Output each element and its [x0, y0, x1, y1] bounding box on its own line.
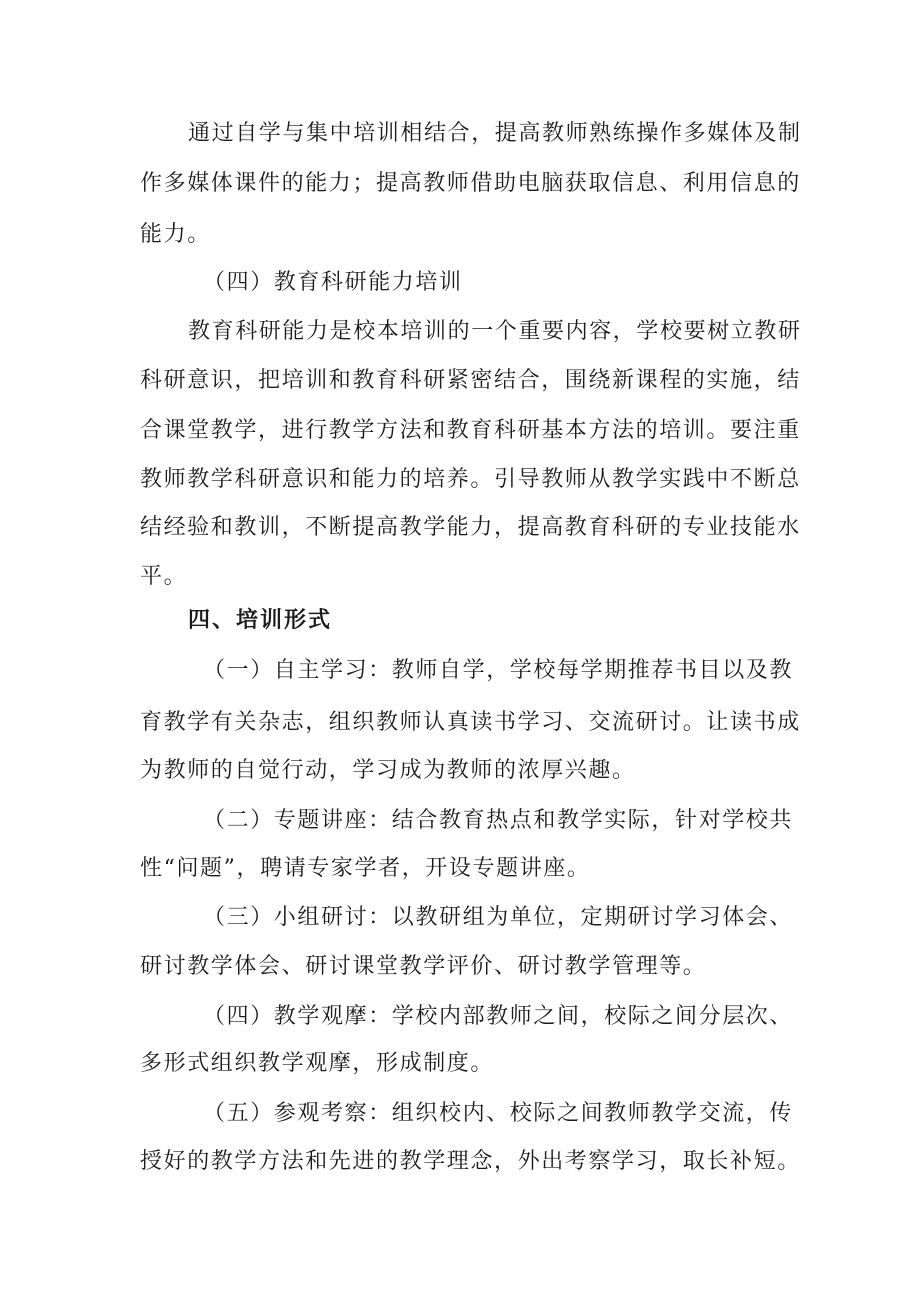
- paragraph-line: 教育科研能力是校本培训的一个重要内容，学校要树立教研: [188, 319, 802, 344]
- paragraph-line: 平。: [140, 564, 188, 589]
- paragraph-line: （二）专题讲座：结合教育热点和教学实际，针对学校共: [203, 808, 794, 833]
- paragraph-line: （四）教学观摩：学校内部教师之间，校际之间分层次、: [203, 1004, 794, 1029]
- paragraph-line: 为教师的自觉行动，学习成为教师的浓厚兴趣。: [140, 758, 636, 783]
- paragraph-line: 结经验和教训，不断提高教学能力，提高教育科研的专业技能水: [140, 515, 801, 540]
- paragraph-line: （五）参观考察：组织校内、校际之间教师教学交流，传: [203, 1101, 794, 1126]
- paragraph-line: 教师教学科研意识和能力的培养。引导教师从教学实践中不断总: [140, 467, 801, 492]
- paragraph-line: 作多媒体课件的能力；提高教师借助电脑获取信息、利用信息的: [140, 171, 801, 196]
- paragraph-line: 通过自学与集中培训相结合，提高教师熟练操作多媒体及制: [188, 121, 802, 146]
- paragraph-line: 育教学有关杂志，组织教师认真读书学习、交流研讨。让读书成: [140, 710, 801, 735]
- paragraph-line: 授好的教学方法和先进的教学理念，外出考察学习，取长补短。: [140, 1149, 801, 1174]
- paragraph-line: 研讨教学体会、研讨课堂教学评价、研讨教学管理等。: [140, 954, 707, 979]
- paragraph-line: 能力。: [140, 222, 211, 247]
- paragraph-line: （三）小组研讨：以教研组为单位，定期研讨学习体会、: [203, 905, 794, 930]
- paragraph-line: （一）自主学习：教师自学，学校每学期推荐书目以及教: [203, 658, 794, 683]
- paragraph-line: 科研意识，把培训和教育科研紧密结合，围绕新课程的实施，结: [140, 368, 801, 393]
- paragraph-line: 多形式组织教学观摩，形成制度。: [140, 1051, 495, 1076]
- subsection-title-research-training: （四）教育科研能力培训: [203, 270, 463, 295]
- paragraph-line: 合课堂教学，进行教学方法和教育科研基本方法的培训。要注重: [140, 418, 801, 443]
- paragraph-line: 性“问题”，聘请专家学者，开设专题讲座。: [140, 856, 591, 881]
- section-title-training-forms: 四、培训形式: [188, 608, 333, 633]
